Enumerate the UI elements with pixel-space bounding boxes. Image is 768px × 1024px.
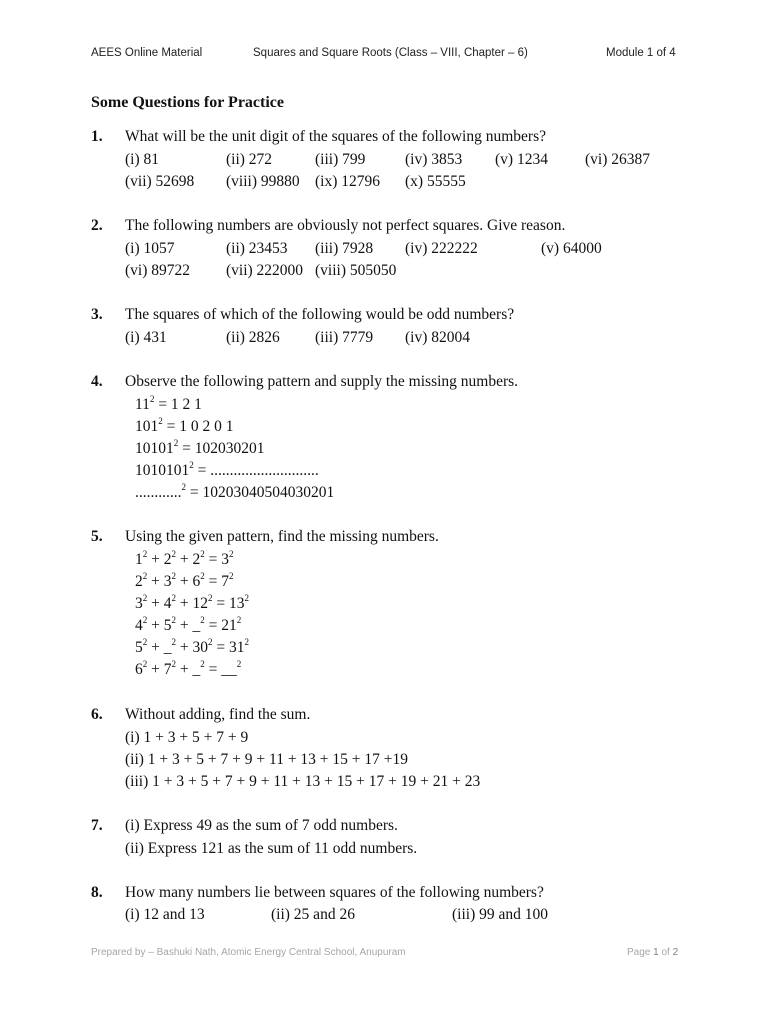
question-text: Using the given pattern, find the missing numbers. bbox=[125, 528, 439, 545]
options-row bbox=[125, 240, 725, 262]
options-row bbox=[125, 151, 725, 173]
option: (iii) 799 bbox=[315, 151, 366, 168]
question-text: Observe the following pattern and supply the missing numbers. bbox=[125, 373, 519, 390]
option: (iii) 7779 bbox=[315, 329, 374, 346]
sum-line: (iii) 1 + 3 + 5 + 7 + 9 + 11 + 13 + 15 + 17 + 19 + 21 + 23 bbox=[125, 773, 481, 790]
options-row bbox=[125, 329, 725, 351]
option: (iv) 3853 bbox=[405, 151, 463, 168]
pattern-line: $6^2 + 7^2$ + _$^2$ = __$^2$ bbox=[135, 659, 242, 678]
option: (v) 64000 bbox=[541, 240, 602, 257]
header-left: AEES Online Material bbox=[91, 47, 203, 59]
option: (iii) 99 and 100 bbox=[452, 906, 548, 923]
option: (vi) 26387 bbox=[585, 151, 651, 168]
option: (vii) 52698 bbox=[125, 173, 195, 190]
option: (vi) 89722 bbox=[125, 262, 191, 279]
question-number: 3. bbox=[91, 306, 103, 323]
pattern-line: $1^2 + 2^2 + 2^2 = 3^2$ bbox=[135, 549, 234, 568]
section-title: Some Questions for Practice bbox=[91, 94, 284, 111]
footer-page: Page 1 of 2 bbox=[627, 947, 679, 958]
question-text: What will be the unit digit of the squares of the following numbers? bbox=[125, 128, 546, 145]
option: (ii) 272 bbox=[226, 151, 273, 168]
question-text: The following numbers are obviously not perfect squares. Give reason. bbox=[125, 217, 566, 234]
pattern-line: ............$^2$ = 10203040504030201 bbox=[135, 482, 335, 501]
option: (viii) 99880 bbox=[226, 173, 300, 190]
option: (ii) 23453 bbox=[226, 240, 288, 257]
question-number: 4. bbox=[91, 373, 103, 390]
pattern-line: $10101^2 = 102030201$ bbox=[135, 438, 265, 457]
question-text: (i) Express 49 as the sum of 7 odd numbers. bbox=[125, 817, 398, 834]
option: (ii) 25 and 26 bbox=[271, 906, 355, 923]
footer-credit: Prepared by – Bashuki Nath, Atomic Energy Central School, Anupuram bbox=[91, 947, 406, 958]
option: (ii) 2826 bbox=[226, 329, 280, 346]
sum-line: (ii) 1 + 3 + 5 + 7 + 9 + 11 + 13 + 15 + 17 +19 bbox=[125, 751, 409, 768]
option: (iv) 222222 bbox=[405, 240, 478, 257]
option: (ix) 12796 bbox=[315, 173, 381, 190]
options-row bbox=[125, 262, 725, 284]
sum-line: (i) 1 + 3 + 5 + 7 + 9 bbox=[125, 729, 249, 746]
option: (i) 81 bbox=[125, 151, 160, 168]
option: (i) 12 and 13 bbox=[125, 906, 205, 923]
sub-question: (ii) Express 121 as the sum of 11 odd numbers. bbox=[125, 840, 418, 857]
option: (i) 1057 bbox=[125, 240, 175, 257]
pattern-line: $2^2 + 3^2 + 6^2 = 7^2$ bbox=[135, 571, 234, 590]
option: (i) 431 bbox=[125, 329, 167, 346]
option: (iv) 82004 bbox=[405, 329, 471, 346]
question-number: 2. bbox=[91, 217, 103, 234]
pattern-line: $4^2 + 5^2$ + _$^2$ = $21^2$ bbox=[135, 615, 242, 634]
question-text: How many numbers lie between squares of the following numbers? bbox=[125, 884, 544, 901]
options-row bbox=[125, 906, 725, 928]
header-center: Squares and Square Roots (Class – VIII, Chapter – 6) bbox=[253, 47, 528, 59]
pattern-line: $3^2 + 4^2 + 12^2 = 13^2$ bbox=[135, 593, 249, 612]
question-number: 7. bbox=[91, 817, 103, 834]
header-right: Module 1 of 4 bbox=[606, 47, 676, 59]
option: (v) 1234 bbox=[495, 151, 548, 168]
question-number: 1. bbox=[91, 128, 103, 145]
pattern-line: $5^2$ + _$^2$ + $30^2 = 31^2$ bbox=[135, 637, 249, 656]
question-text: The squares of which of the following would be odd numbers? bbox=[125, 306, 515, 323]
option: (x) 55555 bbox=[405, 173, 466, 190]
pattern-line: $11^2 = 1$ 2 1 bbox=[135, 394, 202, 413]
pattern-line: $101^2 = 1$ 0 2 0 1 bbox=[135, 416, 234, 435]
question-number: 8. bbox=[91, 884, 103, 901]
question-number: 5. bbox=[91, 528, 103, 545]
option: (vii) 222000 bbox=[226, 262, 304, 279]
pattern-line: $1010101^2$ = ............................ bbox=[135, 460, 319, 479]
question-number: 6. bbox=[91, 706, 103, 723]
option: (iii) 7928 bbox=[315, 240, 374, 257]
question-text: Without adding, find the sum. bbox=[125, 706, 311, 723]
option: (viii) 505050 bbox=[315, 262, 397, 279]
options-row bbox=[125, 173, 725, 195]
